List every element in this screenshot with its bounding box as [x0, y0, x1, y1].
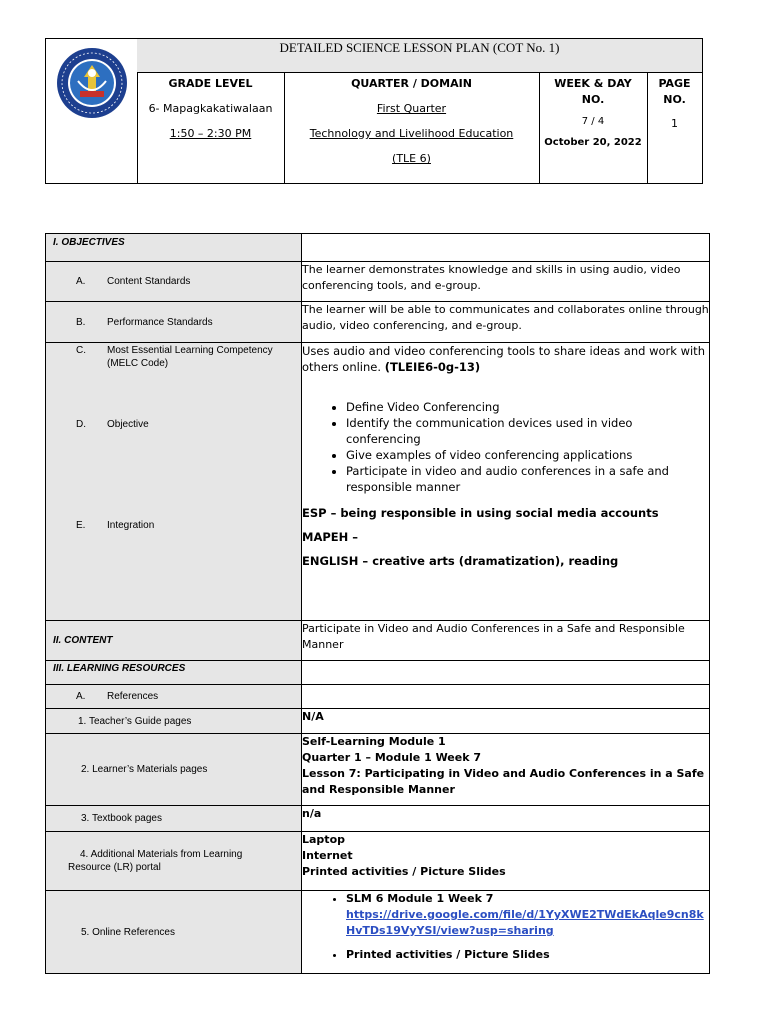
table-row	[46, 343, 710, 621]
lesson-plan-table	[45, 233, 710, 974]
objective-label: D. Objective	[76, 419, 149, 430]
content-text: Participate in Video and Audio Conferences in a Safe and Responsible Manner	[302, 621, 710, 661]
online-references-label: 5. Online References	[81, 926, 175, 938]
table-row	[46, 685, 710, 709]
additional-materials-label: 4. Additional Materials from Learning Resource (LR) portal	[68, 849, 243, 873]
page-no-label: NO.	[663, 93, 686, 106]
grade-level-cell	[137, 73, 285, 183]
lesson-plan-header	[45, 38, 703, 184]
lesson-date: October 20, 2022	[544, 137, 642, 148]
table-row	[46, 709, 710, 734]
deped-seal-logo	[56, 47, 128, 119]
table-row	[46, 234, 710, 262]
logo-cell	[46, 39, 138, 183]
resources-heading: III. LEARNING RESOURCES	[53, 663, 186, 674]
melc-text: Uses audio and video conferencing tools to share ideas and work with others online. (TLEIE6-0g-13)	[302, 344, 705, 374]
content-heading: II. CONTENT	[53, 635, 113, 646]
table-row	[46, 621, 710, 661]
page-number: 1	[671, 117, 678, 130]
domain-abbr: (TLE 6)	[392, 152, 431, 165]
references-label: A. References	[76, 691, 159, 702]
teachers-guide-value: N/A	[302, 709, 710, 734]
list-item: • Identify the communication devices used in video conferencing	[346, 415, 709, 447]
content-standards-label: A. Content Standards	[76, 276, 191, 287]
list-item: • Give examples of video conferencing applications	[346, 447, 709, 463]
am-line: Laptop	[302, 833, 345, 846]
integration-mapeh: MAPEH –	[302, 530, 359, 544]
content-standards-text: The learner demonstrates knowledge and skills in using audio, video conferencing tools, and e-group.	[302, 262, 710, 302]
domain-value: Technology and Livelihood Education	[309, 127, 514, 140]
table-row	[46, 262, 710, 302]
week-day-cell	[539, 73, 648, 183]
objectives-heading: I. OBJECTIVES	[53, 237, 125, 248]
lm-line: Self-Learning Module 1	[302, 735, 446, 748]
quarter-domain-cell	[284, 73, 540, 183]
list-item: • SLM 6 Module 1 Week 7	[346, 892, 494, 905]
table-row	[46, 806, 710, 832]
teachers-guide-label: 1. Teacher’s Guide pages	[78, 715, 192, 727]
online-list	[302, 891, 709, 963]
learners-materials-label: 2. Learner’s Materials pages	[81, 764, 208, 775]
week-day-no-label: NO.	[581, 93, 605, 106]
grade-section: 6- Mapagkakatiwalaan	[148, 102, 273, 115]
page-label: PAGE	[658, 77, 691, 90]
list-item: • Define Video Conferencing	[346, 399, 709, 415]
am-line: Printed activities / Picture Slides	[302, 865, 506, 878]
lm-line: Quarter 1 – Module 1 Week 7	[302, 751, 482, 764]
lesson-plan-title: DETAILED SCIENCE LESSON PLAN (COT No. 1)	[137, 39, 702, 73]
table-row	[46, 661, 710, 685]
melc-label: C. Most Essential Learning Competency (MELC Code)	[76, 345, 273, 369]
melc-code: (TLEIE6-0g-13)	[384, 360, 481, 374]
page-no-cell	[647, 73, 702, 183]
integration-esp: ESP – being responsible in using social media accounts	[302, 506, 659, 520]
objective-list	[302, 399, 709, 495]
google-drive-link[interactable]: https://drive.google.com/file/d/1YyXWE2TWdEkAqle9cn8kHvTDs19VyYSI/view?usp=sharing	[346, 908, 704, 937]
integration-english: ENGLISH – creative arts (dramatization), reading	[302, 554, 619, 568]
lm-line: Lesson 7: Participating in Video and Audio Conferences in a Safe and Responsible Manner	[302, 767, 705, 796]
grade-level-label: GRADE LEVEL	[168, 77, 253, 90]
table-row	[46, 734, 710, 806]
textbook-label: 3. Textbook pages	[81, 813, 162, 824]
week-day-value: 7 / 4	[581, 116, 605, 127]
performance-standards-label: B. Performance Standards	[76, 316, 213, 328]
list-item: • Participate in video and audio conferences in a safe and responsible manner	[346, 463, 709, 495]
performance-standards-text: The learner will be able to communicates and collaborates online through audio, video conferencing, and e-group.	[302, 302, 710, 343]
quarter-domain-label: QUARTER / DOMAIN	[351, 77, 472, 90]
list-item: • Printed activities / Picture Slides	[346, 947, 709, 963]
table-row	[46, 302, 710, 343]
integration-label: E. Integration	[76, 520, 155, 531]
am-line: Internet	[302, 849, 353, 862]
textbook-value: n/a	[302, 806, 710, 832]
table-row	[46, 832, 710, 891]
quarter-value: First Quarter	[376, 102, 447, 115]
week-day-label: WEEK & DAY	[554, 77, 632, 90]
class-time: 1:50 – 2:30 PM	[169, 127, 252, 140]
table-row	[46, 891, 710, 974]
